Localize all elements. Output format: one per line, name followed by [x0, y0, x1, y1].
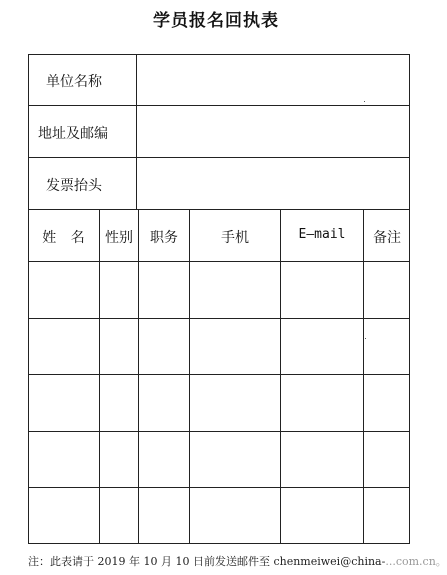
note-text: 注：此表请于 2019 年 10 月 10 日前发送邮件至 chenmeiwei@china-: [28, 555, 386, 568]
table-row[interactable]: [29, 375, 409, 431]
label-address-postcode: 地址及邮编: [38, 126, 108, 142]
table-row[interactable]: [29, 432, 409, 487]
note-tail: ...com.cn。: [385, 555, 447, 568]
table-row[interactable]: [29, 488, 409, 543]
label-invoice-title: 发票抬头: [46, 178, 102, 194]
field-unit-name[interactable]: [137, 55, 409, 105]
footer-note: [28, 553, 447, 569]
header-remarks: 备注: [373, 230, 401, 246]
label-unit-name: 单位名称: [46, 74, 102, 90]
header-email: E—mail: [298, 227, 346, 242]
table-row[interactable]: [29, 262, 409, 318]
header-position: 职务: [150, 230, 178, 246]
table-row[interactable]: [29, 319, 409, 374]
scan-speck: [364, 101, 365, 102]
field-invoice-title[interactable]: [137, 158, 409, 209]
header-mobile: 手机: [221, 230, 249, 246]
page-title: 学员报名回执表: [153, 11, 279, 31]
field-address-postcode[interactable]: [137, 106, 409, 157]
scan-speck: [365, 338, 366, 339]
registration-table: [28, 54, 410, 544]
header-gender: 性别: [105, 230, 133, 246]
header-name: 姓 名: [42, 230, 85, 246]
